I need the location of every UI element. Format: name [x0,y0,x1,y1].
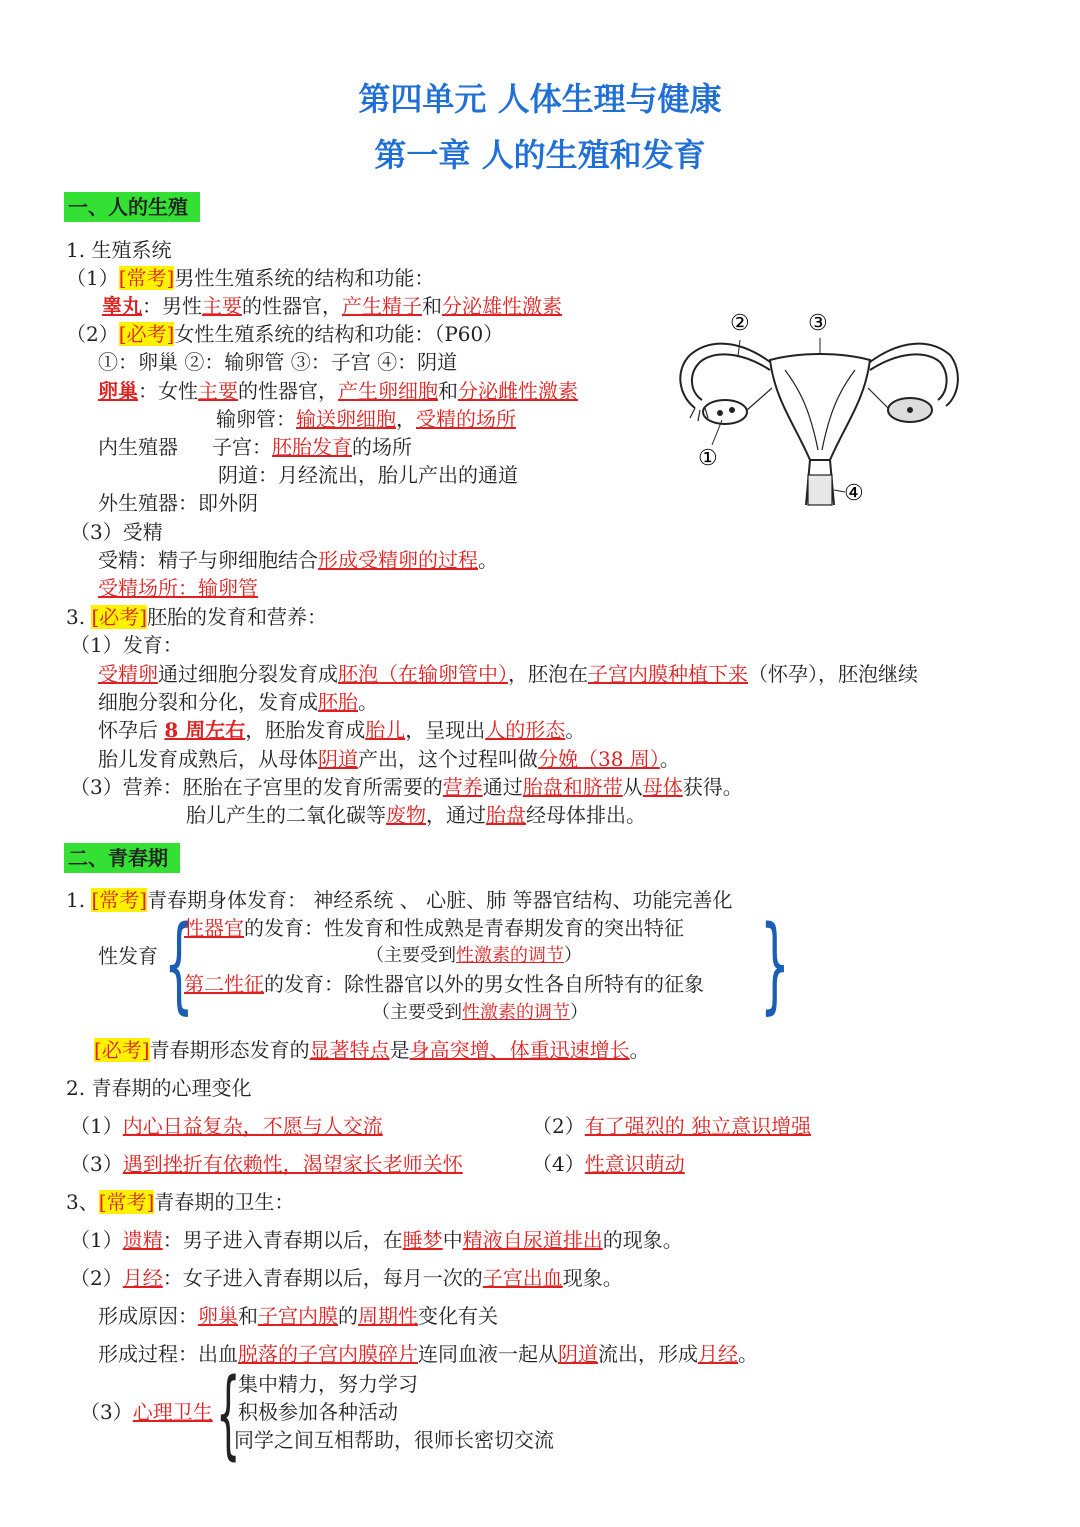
line-emission: （1）遗精：男子进入青春期以后，在睡梦中精液自尿道排出的现象。 [70,1228,683,1252]
line-delivery: 胎儿发育成熟后，从母体阴道产出，这个过程叫做分娩（38 周）。 [98,747,680,771]
label-3: ③ [808,311,828,336]
line-development-heading: （1）发育： [70,633,183,657]
line-hormone-note-1: （主要受到性激素的调节） [366,945,582,966]
line-external-organs: 外生殖器：即外阴 [98,491,258,515]
item-hygiene: 3、[常考]青春期的卫生： [66,1190,295,1214]
mental-item-1: 集中精力，努力学习 [238,1372,418,1396]
section-heading-reproduction: 一、人的生殖 [64,192,200,222]
line-puberty-body: 1. [常考]青春期身体发育： 神经系统 、 心脏、肺 等器官结构、功能完善化 [66,888,733,912]
line-mental-hygiene: （3）心理卫生 [80,1400,213,1424]
line-psych-1: （1）内心日益复杂，不愿与人交流 [70,1114,383,1138]
line-sex-dev-label: 性发育 [98,944,158,968]
mental-item-2: 积极参加各种活动 [238,1400,398,1424]
line-menstruation: （2）月经：女子进入青春期以后，每月一次的子宫出血现象。 [70,1266,623,1290]
line-menstruation-cause: 形成原因：卵巢和子宫内膜的周期性变化有关 [98,1304,498,1328]
line-diagram-legend: ①：卵巢 ②：输卵管 ③：子宫 ④：阴道 [98,350,458,374]
line-ovary: 卵巢：女性主要的性器官，产生卵细胞和分泌雌性激素 [98,379,578,403]
line-psych-3: （3）遇到挫折有依赖性，渴望家长老师关怀 [70,1152,463,1176]
item-psychological-change: 2. 青春期的心理变化 [66,1076,252,1100]
mental-brace: { [216,1358,241,1470]
item-embryo-development: 3. [必考]胚胎的发育和营养： [66,605,328,629]
line-male-system: （1）[常考]男性生殖系统的结构和功能： [66,266,435,290]
line-uterus: 内生殖器 子宫：胚胎发育的场所 [98,435,412,459]
line-female-system: （2）[必考]女性生殖系统的结构和功能：（P60） [66,322,504,346]
left-brace: { [164,903,194,1025]
item-reproductive-system: 1. 生殖系统 [66,238,172,262]
line-waste: 胎儿产生的二氧化碳等废物，通过胎盘经母体排出。 [186,803,646,827]
line-secondary-sex: 第二性征的发育：除性器官以外的男女性各自所特有的征象 [184,972,704,996]
label-2: ② [730,311,750,336]
label-4: ④ [844,481,864,506]
bikao-tag: [必考] [118,322,175,346]
line-embryo: 细胞分裂和分化，发育成胚胎。 [98,690,378,714]
line-psych-2: （2）有了强烈的 独立意识增强 [532,1114,812,1138]
mental-item-3: 同学之间互相帮助，很师长密切交流 [234,1428,554,1452]
unit-title: 第四单元 人体生理与健康 [358,80,722,118]
line-oviduct: 输卵管：输送卵细胞，受精的场所 [216,407,516,431]
line-menstruation-process: 形成过程：出血脱落的子宫内膜碎片连同血液一起从阴道流出，形成月经。 [98,1342,758,1366]
chapter-title: 第一章 人的生殖和发育 [374,136,706,174]
line-nutrition: （3）营养：胚胎在子宫里的发育所需要的营养通过胎盘和脐带从母体获得。 [70,775,743,799]
line-growth-feature: [必考]青春期形态发育的显著特点是身高突增、体重迅速增长。 [94,1038,650,1062]
line-hormone-note-2: （主要受到性激素的调节） [372,1002,588,1023]
changkao-tag: [常考] [118,266,175,290]
line-fetus: 怀孕后 8 周左右，胚胎发育成胎儿，呈现出人的形态。 [98,718,586,742]
line-sex-organ-dev: 性器官的发育：性发育和性成熟是青春期发育的突出特征 [184,916,684,940]
line-testis: 睾丸：男性主要的性器官，产生精子和分泌雄性激素 [102,294,562,318]
line-fertilization: 受精：精子与卵细胞结合形成受精卵的过程。 [98,548,498,572]
line-psych-4: （4）性意识萌动 [532,1152,685,1176]
female-reproductive-diagram [660,300,980,515]
section-heading-puberty: 二、青春期 [64,843,180,873]
line-zygote: 受精卵通过细胞分裂发育成胚泡（在输卵管中），胚泡在子宫内膜种植下来（怀孕），胚泡继续 [98,662,918,686]
label-1: ① [698,446,718,471]
line-fertilization-heading: （3）受精 [70,520,163,544]
line-fertilization-site: 受精场所：输卵管 [98,576,258,600]
right-brace: } [760,903,790,1025]
line-vagina: 阴道：月经流出，胎儿产出的通道 [218,463,518,487]
